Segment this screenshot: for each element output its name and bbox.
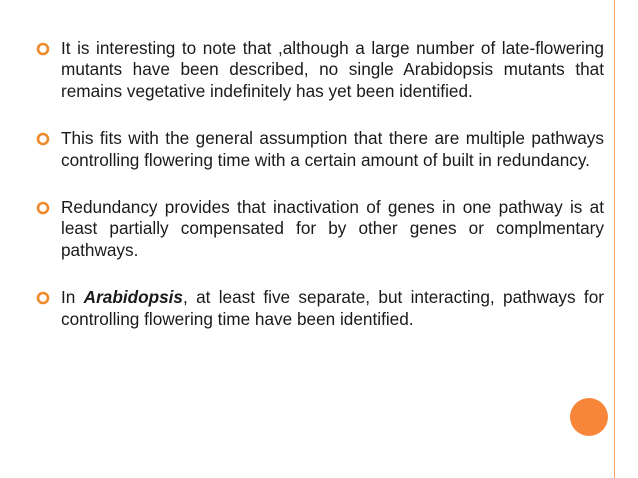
bullet-text-prefix: In	[61, 287, 84, 308]
bullet-item	[36, 287, 604, 330]
bullet-text: This fits with the general assumption that there are multiple pathways controlling flowering time with a certain amount of built in redundancy.	[61, 128, 604, 170]
bullet-list	[36, 38, 604, 330]
bullet-item	[36, 38, 604, 102]
bullet-text: It is interesting to note that ,although a large number of late-flowering mutants have been described, no single Arabidopsis mutants that remains vegetative indefinitely has yet been identified.	[61, 38, 604, 101]
bullet-text-suffix: , at least five separate, but interacting, pathways for controlling flowering time have been identified.	[61, 287, 604, 329]
bullet-emphasis: Arabidopsis	[83, 287, 183, 308]
bullet-item	[36, 197, 604, 261]
bullet-item	[36, 128, 604, 171]
slide-border-line	[614, 0, 615, 478]
bullet-text: Redundancy provides that inactivation of genes in one pathway is at least partially compensated for by other genes or complmentary pathways.	[61, 197, 604, 260]
orange-circle-decoration	[570, 398, 608, 436]
circle-bullet-icon	[36, 42, 50, 56]
circle-bullet-icon	[36, 291, 50, 305]
circle-bullet-icon	[36, 201, 50, 215]
circle-bullet-icon	[36, 132, 50, 146]
